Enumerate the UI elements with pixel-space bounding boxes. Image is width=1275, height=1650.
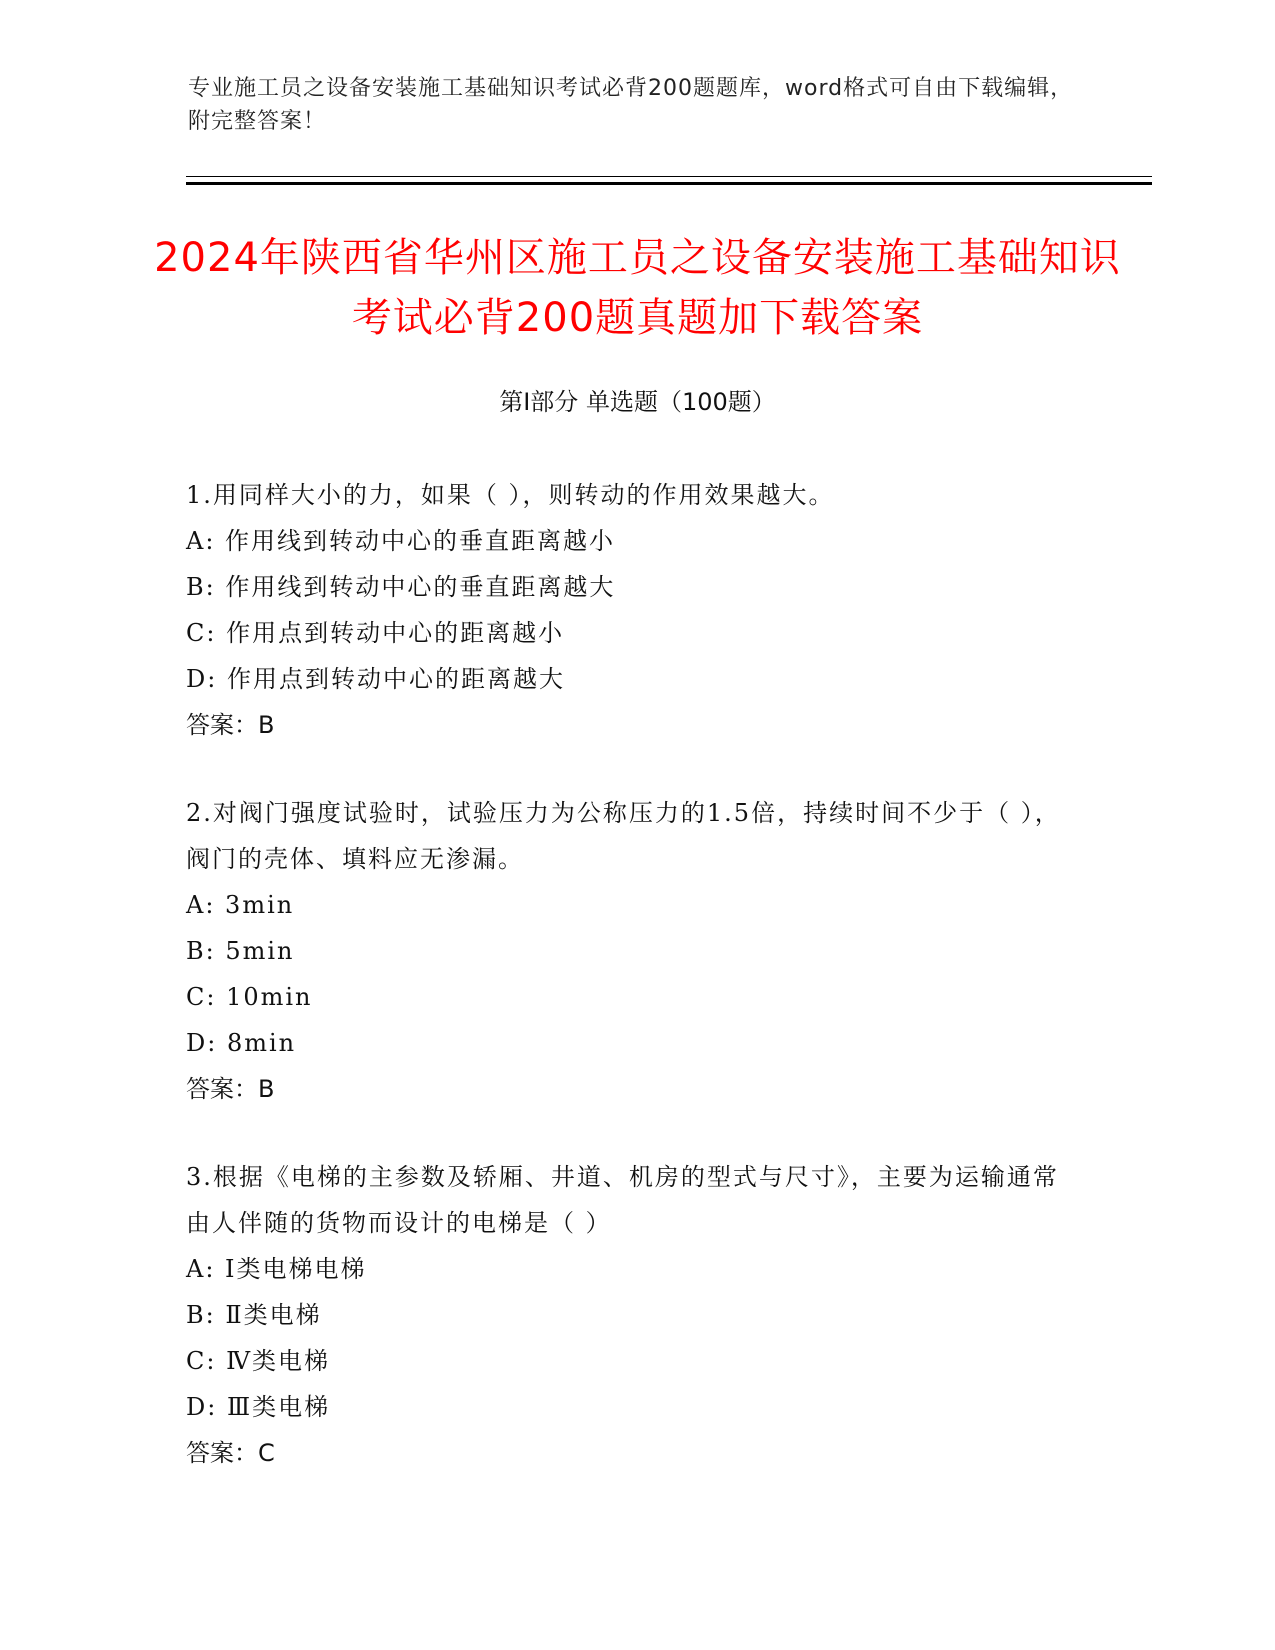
question-3 [186, 1154, 1066, 1476]
option-b: B: 作用线到转动中心的垂直距离越大 [186, 573, 616, 601]
question-stem: 2.对阀门强度试验时，试验压力为公称压力的1.5倍，持续时间不少于（ ），阀门的壳体、填料应无渗漏。 [186, 799, 1061, 873]
question-stem: 1.用同样大小的力，如果（ ），则转动的作用效果越大。 [186, 481, 835, 509]
question-stem: 3.根据《电梯的主参数及轿厢、井道、机房的型式与尺寸》，主要为运输通常由人伴随的货物而设计的电梯是（ ） [186, 1163, 1059, 1237]
header-divider-thin [186, 176, 1152, 177]
answer-line: 答案：B [186, 1075, 275, 1103]
option-b: B: 5min [186, 937, 295, 965]
question-list [186, 472, 1066, 1518]
option-d: D: Ⅲ类电梯 [186, 1393, 331, 1421]
question-2 [186, 790, 1066, 1112]
option-c: C: 10min [186, 983, 313, 1011]
option-a: A: Ⅰ类电梯电梯 [186, 1255, 367, 1283]
option-d: D: 8min [186, 1029, 297, 1057]
option-c: C: 作用点到转动中心的距离越小 [186, 619, 565, 647]
answer-line: 答案：C [186, 1439, 275, 1467]
header-divider-thick [186, 182, 1152, 185]
option-a: A: 作用线到转动中心的垂直距离越小 [186, 527, 616, 555]
question-1 [186, 472, 1066, 748]
answer-line: 答案：B [186, 711, 275, 739]
option-c: C: Ⅳ类电梯 [186, 1347, 331, 1375]
section-heading: 第Ⅰ部分 单选题（100题） [499, 388, 776, 416]
option-d: D: 作用点到转动中心的距离越大 [186, 665, 565, 693]
option-b: B: Ⅱ类电梯 [186, 1301, 322, 1329]
document-title: 2024年陕西省华州区施工员之设备安装施工基础知识考试必背200题真题加下载答案 [154, 235, 1121, 341]
header-note: 专业施工员之设备安装施工基础知识考试必背200题题库，word格式可自由下载编辑，附完整答案！ [188, 76, 1074, 134]
option-a: A: 3min [186, 891, 295, 919]
